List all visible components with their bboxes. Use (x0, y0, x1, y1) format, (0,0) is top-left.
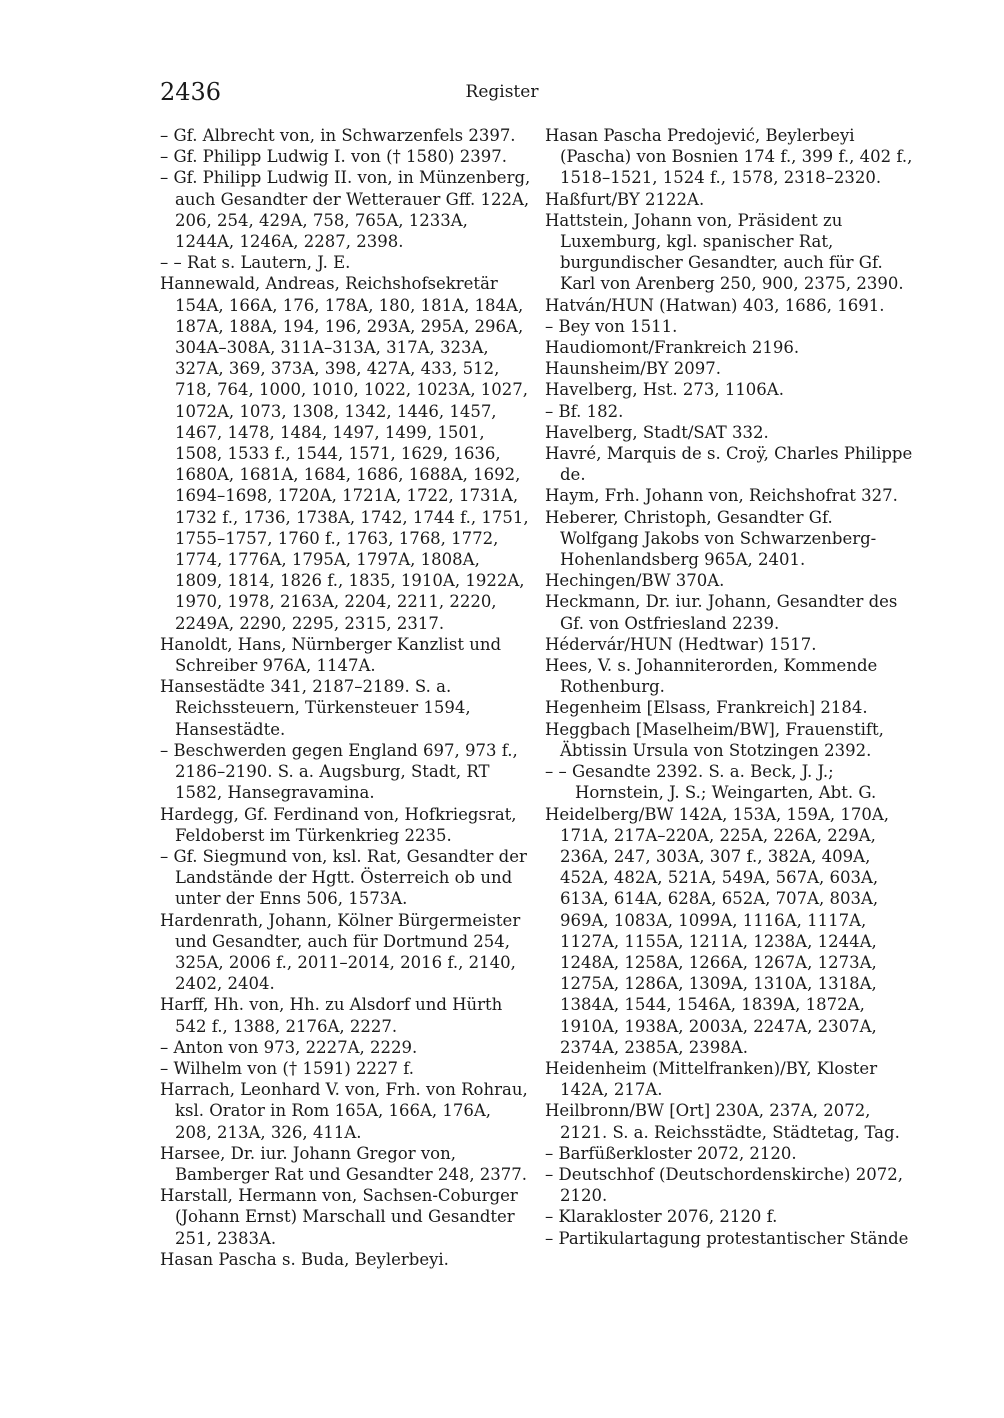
index-entry: Hardenrath, Johann, Kölner Bürgermeister und Gesandter, auch für Dortmund 254, 325A, 2006 f., 2011–2014, 2016 f., 2140, 2402, 2404. (160, 910, 521, 994)
index-column-right (545, 125, 913, 1249)
index-entry: Hechingen/BW 370A. (545, 571, 725, 591)
index-entry: – Anton von 973, 2227A, 2229. (160, 1037, 418, 1057)
index-entry: – Klarakloster 2076, 2120 f. (545, 1207, 778, 1227)
index-column-left (160, 125, 532, 1270)
index-entry: Hees, V. s. Johanniterorden, Kommende Rothenburg. (545, 656, 878, 697)
index-entry: Heilbronn/BW [Ort] 230A, 237A, 2072, 2121. S. a. Reichsstädte, Städtetag, Tag. (545, 1101, 900, 1142)
index-entry: – Deutschhof (Deutschordenskirche) 2072, 2120. (545, 1164, 903, 1206)
index-entry: – Bey von 1511. (545, 316, 678, 336)
index-entry: – Barfüßerkloster 2072, 2120. (545, 1143, 797, 1163)
index-entry: – Beschwerden gegen England 697, 973 f., 2186–2190. S. a. Augsburg, Stadt, RT 1582, Hansegravamina. (160, 740, 518, 803)
page-number: 2436 (160, 78, 222, 106)
index-entry: Hasan Pascha Predojević, Beylerbeyi (Pascha) von Bosnien 174 f., 399 f., 402 f., 1518–1521, 1524 f., 1578, 2318–2320. (545, 126, 913, 188)
index-entry: – – Gesandte 2392. S. a. Beck, J. J.; Hornstein, J. S.; Weingarten, Abt. G. (545, 762, 877, 803)
index-entry: Hattstein, Johann von, Präsident zu Luxemburg, kgl. spanischer Rat, burgundischer Gesandter, auch für Gf. Karl von Arenberg 250, 900, 2375, 2390. (545, 210, 904, 294)
index-entry: – – Rat s. Lautern, J. E. (160, 253, 351, 273)
index-entry: – Partikulartagung protestantischer Stände (545, 1228, 909, 1248)
index-entry: – Gf. Albrecht von, in Schwarzenfels 2397. (160, 126, 516, 145)
index-entry: Havré, Marquis de s. Croÿ, Charles Philippe de. (545, 444, 913, 485)
index-entry: Hanoldt, Hans, Nürnberger Kanzlist und Schreiber 976A, 1147A. (160, 634, 502, 676)
index-entry: Heckmann, Dr. iur. Johann, Gesandter des Gf. von Ostfriesland 2239. (545, 592, 898, 633)
index-entry: Harrach, Leonhard V. von, Frh. von Rohrau, ksl. Orator in Rom 165A, 166A, 176A, 208, 213A, 326, 411A. (160, 1080, 528, 1142)
running-title: Register (465, 82, 539, 102)
index-entry: – Gf. Philipp Ludwig II. von, in Münzenberg, auch Gesandter der Wetterauer Gff. 122A, 206, 254, 429A, 758, 765A, 1233A, 1244A, 1246A, 2287, 2398. (160, 168, 531, 252)
index-entry: – Gf. Philipp Ludwig I. von († 1580) 2397. (160, 147, 507, 167)
index-entry: Hédervár/HUN (Hedtwar) 1517. (545, 634, 817, 654)
index-entry: Havelberg, Stadt/SAT 332. (545, 422, 769, 442)
index-entry: Heberer, Christoph, Gesandter Gf. Wolfgang Jakobs von Schwarzenberg-Hohenlandsberg 965A, 2401. (545, 507, 877, 570)
index-entry: – Bf. 182. (545, 401, 624, 421)
index-entry: Haßfurt/BY 2122A. (545, 189, 705, 209)
index-entry: Heggbach [Maselheim/BW], Frauenstift, Äbtissin Ursula von Stotzingen 2392. (545, 719, 884, 760)
index-entry: Hegenheim [Elsass, Frankreich] 2184. (545, 698, 868, 718)
index-entry: – Gf. Siegmund von, ksl. Rat, Gesandter der Landstände der Hgtt. Österreich ob und unter der Enns 506, 1573A. (160, 846, 527, 909)
index-entry: Heidenheim (Mittelfranken)/BY, Kloster 142A, 217A. (545, 1058, 878, 1100)
index-entry: Harsee, Dr. iur. Johann Gregor von, Bamberger Rat und Gesandter 248, 2377. (160, 1143, 528, 1184)
index-entry: Hardegg, Gf. Ferdinand von, Hofkriegsrat, Feldoberst im Türkenkrieg 2235. (160, 804, 517, 845)
index-entry: Haym, Frh. Johann von, Reichshofrat 327. (545, 486, 898, 506)
index-entry: Harff, Hh. von, Hh. zu Alsdorf und Hürth 542 f., 1388, 2176A, 2227. (160, 995, 503, 1036)
index-entry: Hatván/HUN (Hatwan) 403, 1686, 1691. (545, 295, 885, 315)
index-entry: Haudiomont/Frankreich 2196. (545, 338, 800, 358)
index-entry: Harstall, Hermann von, Sachsen-Coburger (Johann Ernst) Marschall und Gesandter 251, 2383A. (160, 1186, 518, 1248)
index-entry: – Wilhelm von († 1591) 2227 f. (160, 1058, 415, 1078)
index-entry: Haunsheim/BY 2097. (545, 359, 722, 379)
index-entry: Hasan Pascha s. Buda, Beylerbeyi. (160, 1249, 449, 1269)
index-entry: Heidelberg/BW 142A, 153A, 159A, 170A, 171A, 217A–220A, 225A, 226A, 229A, 236A, 247, 303A, 307 f., 382A, 409A, 452A, 482A, 521A, 549A, 567A, 603A, 613A, 614A, 628A, 652A, 707A, 803A, 969A, 1083A, 1099A, 1116A, 1117A, 1127A, 1155A, 1211A, 1238A, 1244A, 1248A, 1258A, 1266A, 1267A, 1273A, 1275A, 1286A, 1309A, 1310A, 1318A, 1384A, 1544, 1546A, 1839A, 1872A, 1910A, 1938A, 2003A, 2247A, 2307A, 2374A, 2385A, 2398A. (545, 804, 890, 1057)
index-entry: Hannewald, Andreas, Reichshofsekretär 154A, 166A, 176, 178A, 180, 181A, 184A, 187A, 188A, 194, 196, 293A, 295A, 296A, 304A–308A, 311A–313A, 317A, 323A, 327A, 369, 373A, 398, 427A, 433, 512, 718, 764, 1000, 1010, 1022, 1023A, 1027, 1072A, 1073, 1308, 1342, 1446, 1457, 1467, 1478, 1484, 1497, 1499, 1501, 1508, 1533 f., 1544, 1571, 1629, 1636, 1680A, 1681A, 1684, 1686, 1688A, 1692, 1694–1698, 1720A, 1721A, 1722, 1731A, 1732 f., 1736, 1738A, 1742, 1744 f., 1751, 1755–1757, 1760 f., 1763, 1768, 1772, 1774, 1776A, 1795A, 1797A, 1808A, 1809, 1814, 1826 f., 1835, 1910A, 1922A, 1970, 1978, 2163A, 2204, 2211, 2220, 2249A, 2290, 2295, 2315, 2317. (160, 274, 529, 633)
index-entry: Havelberg, Hst. 273, 1106A. (545, 380, 784, 400)
index-entry: Hansestädte 341, 2187–2189. S. a. Reichssteuern, Türkensteuer 1594, Hansestädte. (160, 677, 471, 739)
